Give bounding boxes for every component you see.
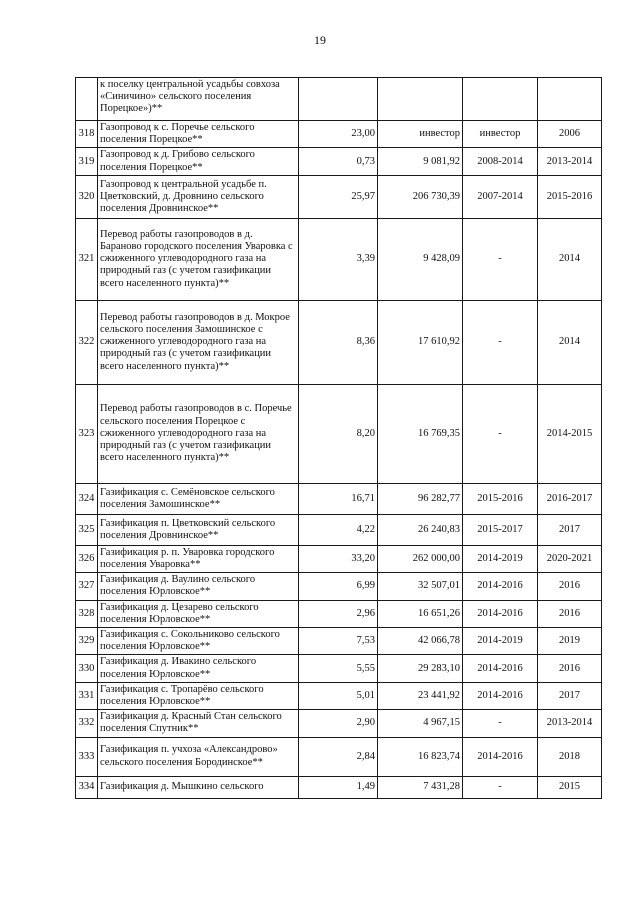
construction-years: 2015 xyxy=(538,776,602,798)
design-years: - xyxy=(463,384,538,483)
cost-value: 29 283,10 xyxy=(378,655,463,682)
design-years: - xyxy=(463,710,538,737)
object-name: Газификация д. Мышкино сельского xyxy=(98,776,299,798)
cost-value: 16 769,35 xyxy=(378,384,463,483)
cost-value xyxy=(378,78,463,121)
object-name: Газификация д. Ивакино сельского поселения Юрловское** xyxy=(98,655,299,682)
row-number: 331 xyxy=(76,682,98,709)
length-km: 0,73 xyxy=(299,148,378,175)
construction-years: 2017 xyxy=(538,682,602,709)
object-name: Газификация п. Цветковский сельского поселения Дровнинское** xyxy=(98,514,299,545)
length-km: 2,84 xyxy=(299,737,378,776)
table-row xyxy=(76,628,602,655)
length-km: 3,39 xyxy=(299,218,378,300)
page-number: 19 xyxy=(314,33,326,47)
row-number: 325 xyxy=(76,514,98,545)
length-km: 4,22 xyxy=(299,514,378,545)
object-name: Газификация д. Красный Стан сельского поселения Спутник** xyxy=(98,710,299,737)
row-number: 324 xyxy=(76,483,98,514)
table-row xyxy=(76,218,602,300)
construction-years: 2018 xyxy=(538,737,602,776)
cost-value: 16 823,74 xyxy=(378,737,463,776)
construction-years: 2006 xyxy=(538,121,602,148)
length-km: 5,55 xyxy=(299,655,378,682)
design-years: 2014-2016 xyxy=(463,737,538,776)
object-name: Газификация д. Цезарево сельского поселения Юрловское** xyxy=(98,600,299,627)
design-years: 2014-2019 xyxy=(463,628,538,655)
design-years: инвестор xyxy=(463,121,538,148)
object-name: Перевод работы газопроводов в д. Мокрое сельского поселения Замошинское с сжиженного углеводородного газа на природный газ (с учетом газификации всего населенного пункта)** xyxy=(98,300,299,384)
length-km: 23,00 xyxy=(299,121,378,148)
cost-value: 9 081,92 xyxy=(378,148,463,175)
design-years: 2014-2016 xyxy=(463,655,538,682)
table-row xyxy=(76,573,602,600)
construction-years: 2013-2014 xyxy=(538,710,602,737)
length-km: 5,01 xyxy=(299,682,378,709)
length-km: 6,99 xyxy=(299,573,378,600)
construction-years: 2016 xyxy=(538,600,602,627)
construction-years: 2016 xyxy=(538,655,602,682)
row-number: 323 xyxy=(76,384,98,483)
length-km: 16,71 xyxy=(299,483,378,514)
cost-value: 26 240,83 xyxy=(378,514,463,545)
table-row xyxy=(76,545,602,572)
length-km: 2,96 xyxy=(299,600,378,627)
row-number: 326 xyxy=(76,545,98,572)
gas-pipeline-table xyxy=(75,77,602,799)
row-number: 328 xyxy=(76,600,98,627)
row-number: 319 xyxy=(76,148,98,175)
length-km: 2,90 xyxy=(299,710,378,737)
construction-years: 2016 xyxy=(538,573,602,600)
design-years: 2008-2014 xyxy=(463,148,538,175)
design-years: 2014-2016 xyxy=(463,573,538,600)
table-row xyxy=(76,600,602,627)
cost-value: инвестор xyxy=(378,121,463,148)
length-km: 25,97 xyxy=(299,175,378,218)
construction-years: 2017 xyxy=(538,514,602,545)
design-years xyxy=(463,78,538,121)
table-body xyxy=(76,78,602,799)
object-name: Газификация д. Ваулино сельского поселения Юрловское** xyxy=(98,573,299,600)
table-row xyxy=(76,121,602,148)
object-name: Газификация с. Тропарёво сельского поселения Юрловское** xyxy=(98,682,299,709)
row-number: 333 xyxy=(76,737,98,776)
row-number: 330 xyxy=(76,655,98,682)
object-name: Газификация с. Сокольниково сельского поселения Юрловское** xyxy=(98,628,299,655)
row-number: 321 xyxy=(76,218,98,300)
object-name: Газификация п. учхоза «Александрово» сельского поселения Бородинское** xyxy=(98,737,299,776)
cost-value: 16 651,26 xyxy=(378,600,463,627)
object-name: Газопровод к с. Поречье сельского поселения Порецкое** xyxy=(98,121,299,148)
construction-years: 2014-2015 xyxy=(538,384,602,483)
table-row xyxy=(76,514,602,545)
length-km xyxy=(299,78,378,121)
cost-value: 4 967,15 xyxy=(378,710,463,737)
object-name: к поселку центральной усадьбы совхоза «Синичино» сельского поселения Порецкое»)** xyxy=(98,78,299,121)
cost-value: 17 610,92 xyxy=(378,300,463,384)
design-years: - xyxy=(463,218,538,300)
row-number: 327 xyxy=(76,573,98,600)
object-name: Газопровод к д. Грибово сельского поселения Порецкое** xyxy=(98,148,299,175)
construction-years xyxy=(538,78,602,121)
length-km: 33,20 xyxy=(299,545,378,572)
construction-years: 2014 xyxy=(538,218,602,300)
table-row xyxy=(76,384,602,483)
table-row xyxy=(76,776,602,798)
construction-years: 2015-2016 xyxy=(538,175,602,218)
row-number: 318 xyxy=(76,121,98,148)
table-row xyxy=(76,78,602,121)
table-row xyxy=(76,483,602,514)
object-name: Газопровод к центральной усадьбе п. Цветковский, д. Дровнино сельского поселения Дровнинское** xyxy=(98,175,299,218)
table-row xyxy=(76,148,602,175)
design-years: 2014-2016 xyxy=(463,600,538,627)
table-row xyxy=(76,682,602,709)
length-km: 7,53 xyxy=(299,628,378,655)
row-number: 329 xyxy=(76,628,98,655)
length-km: 8,36 xyxy=(299,300,378,384)
design-years: - xyxy=(463,776,538,798)
object-name: Перевод работы газопроводов в д. Бараново городского поселения Уваровка с сжиженного углеводородного газа на природный газ (с учетом газификации всего населенного пункта)** xyxy=(98,218,299,300)
row-number: 322 xyxy=(76,300,98,384)
construction-years: 2013-2014 xyxy=(538,148,602,175)
construction-years: 2016-2017 xyxy=(538,483,602,514)
table-row xyxy=(76,300,602,384)
object-name: Газификация с. Семёновское сельского поселения Замошинское** xyxy=(98,483,299,514)
table-row xyxy=(76,737,602,776)
cost-value: 9 428,09 xyxy=(378,218,463,300)
table-row xyxy=(76,175,602,218)
object-name: Перевод работы газопроводов в с. Поречье сельского поселения Порецкое с сжиженного углеводородного газа на природный газ (с учетом газификации всего населенного пункта)** xyxy=(98,384,299,483)
construction-years: 2020-2021 xyxy=(538,545,602,572)
cost-value: 262 000,00 xyxy=(378,545,463,572)
cost-value: 32 507,01 xyxy=(378,573,463,600)
design-years: - xyxy=(463,300,538,384)
table-row xyxy=(76,655,602,682)
object-name: Газификация р. п. Уваровка городского поселения Уваровка** xyxy=(98,545,299,572)
cost-value: 23 441,92 xyxy=(378,682,463,709)
row-number: 334 xyxy=(76,776,98,798)
design-years: 2014-2019 xyxy=(463,545,538,572)
length-km: 8,20 xyxy=(299,384,378,483)
construction-years: 2019 xyxy=(538,628,602,655)
construction-years: 2014 xyxy=(538,300,602,384)
cost-value: 42 066,78 xyxy=(378,628,463,655)
design-years: 2015-2017 xyxy=(463,514,538,545)
row-number: 332 xyxy=(76,710,98,737)
cost-value: 96 282,77 xyxy=(378,483,463,514)
design-years: 2014-2016 xyxy=(463,682,538,709)
design-years: 2015-2016 xyxy=(463,483,538,514)
row-number: 320 xyxy=(76,175,98,218)
cost-value: 206 730,39 xyxy=(378,175,463,218)
cost-value: 7 431,28 xyxy=(378,776,463,798)
length-km: 1,49 xyxy=(299,776,378,798)
row-number xyxy=(76,78,98,121)
design-years: 2007-2014 xyxy=(463,175,538,218)
table-row xyxy=(76,710,602,737)
